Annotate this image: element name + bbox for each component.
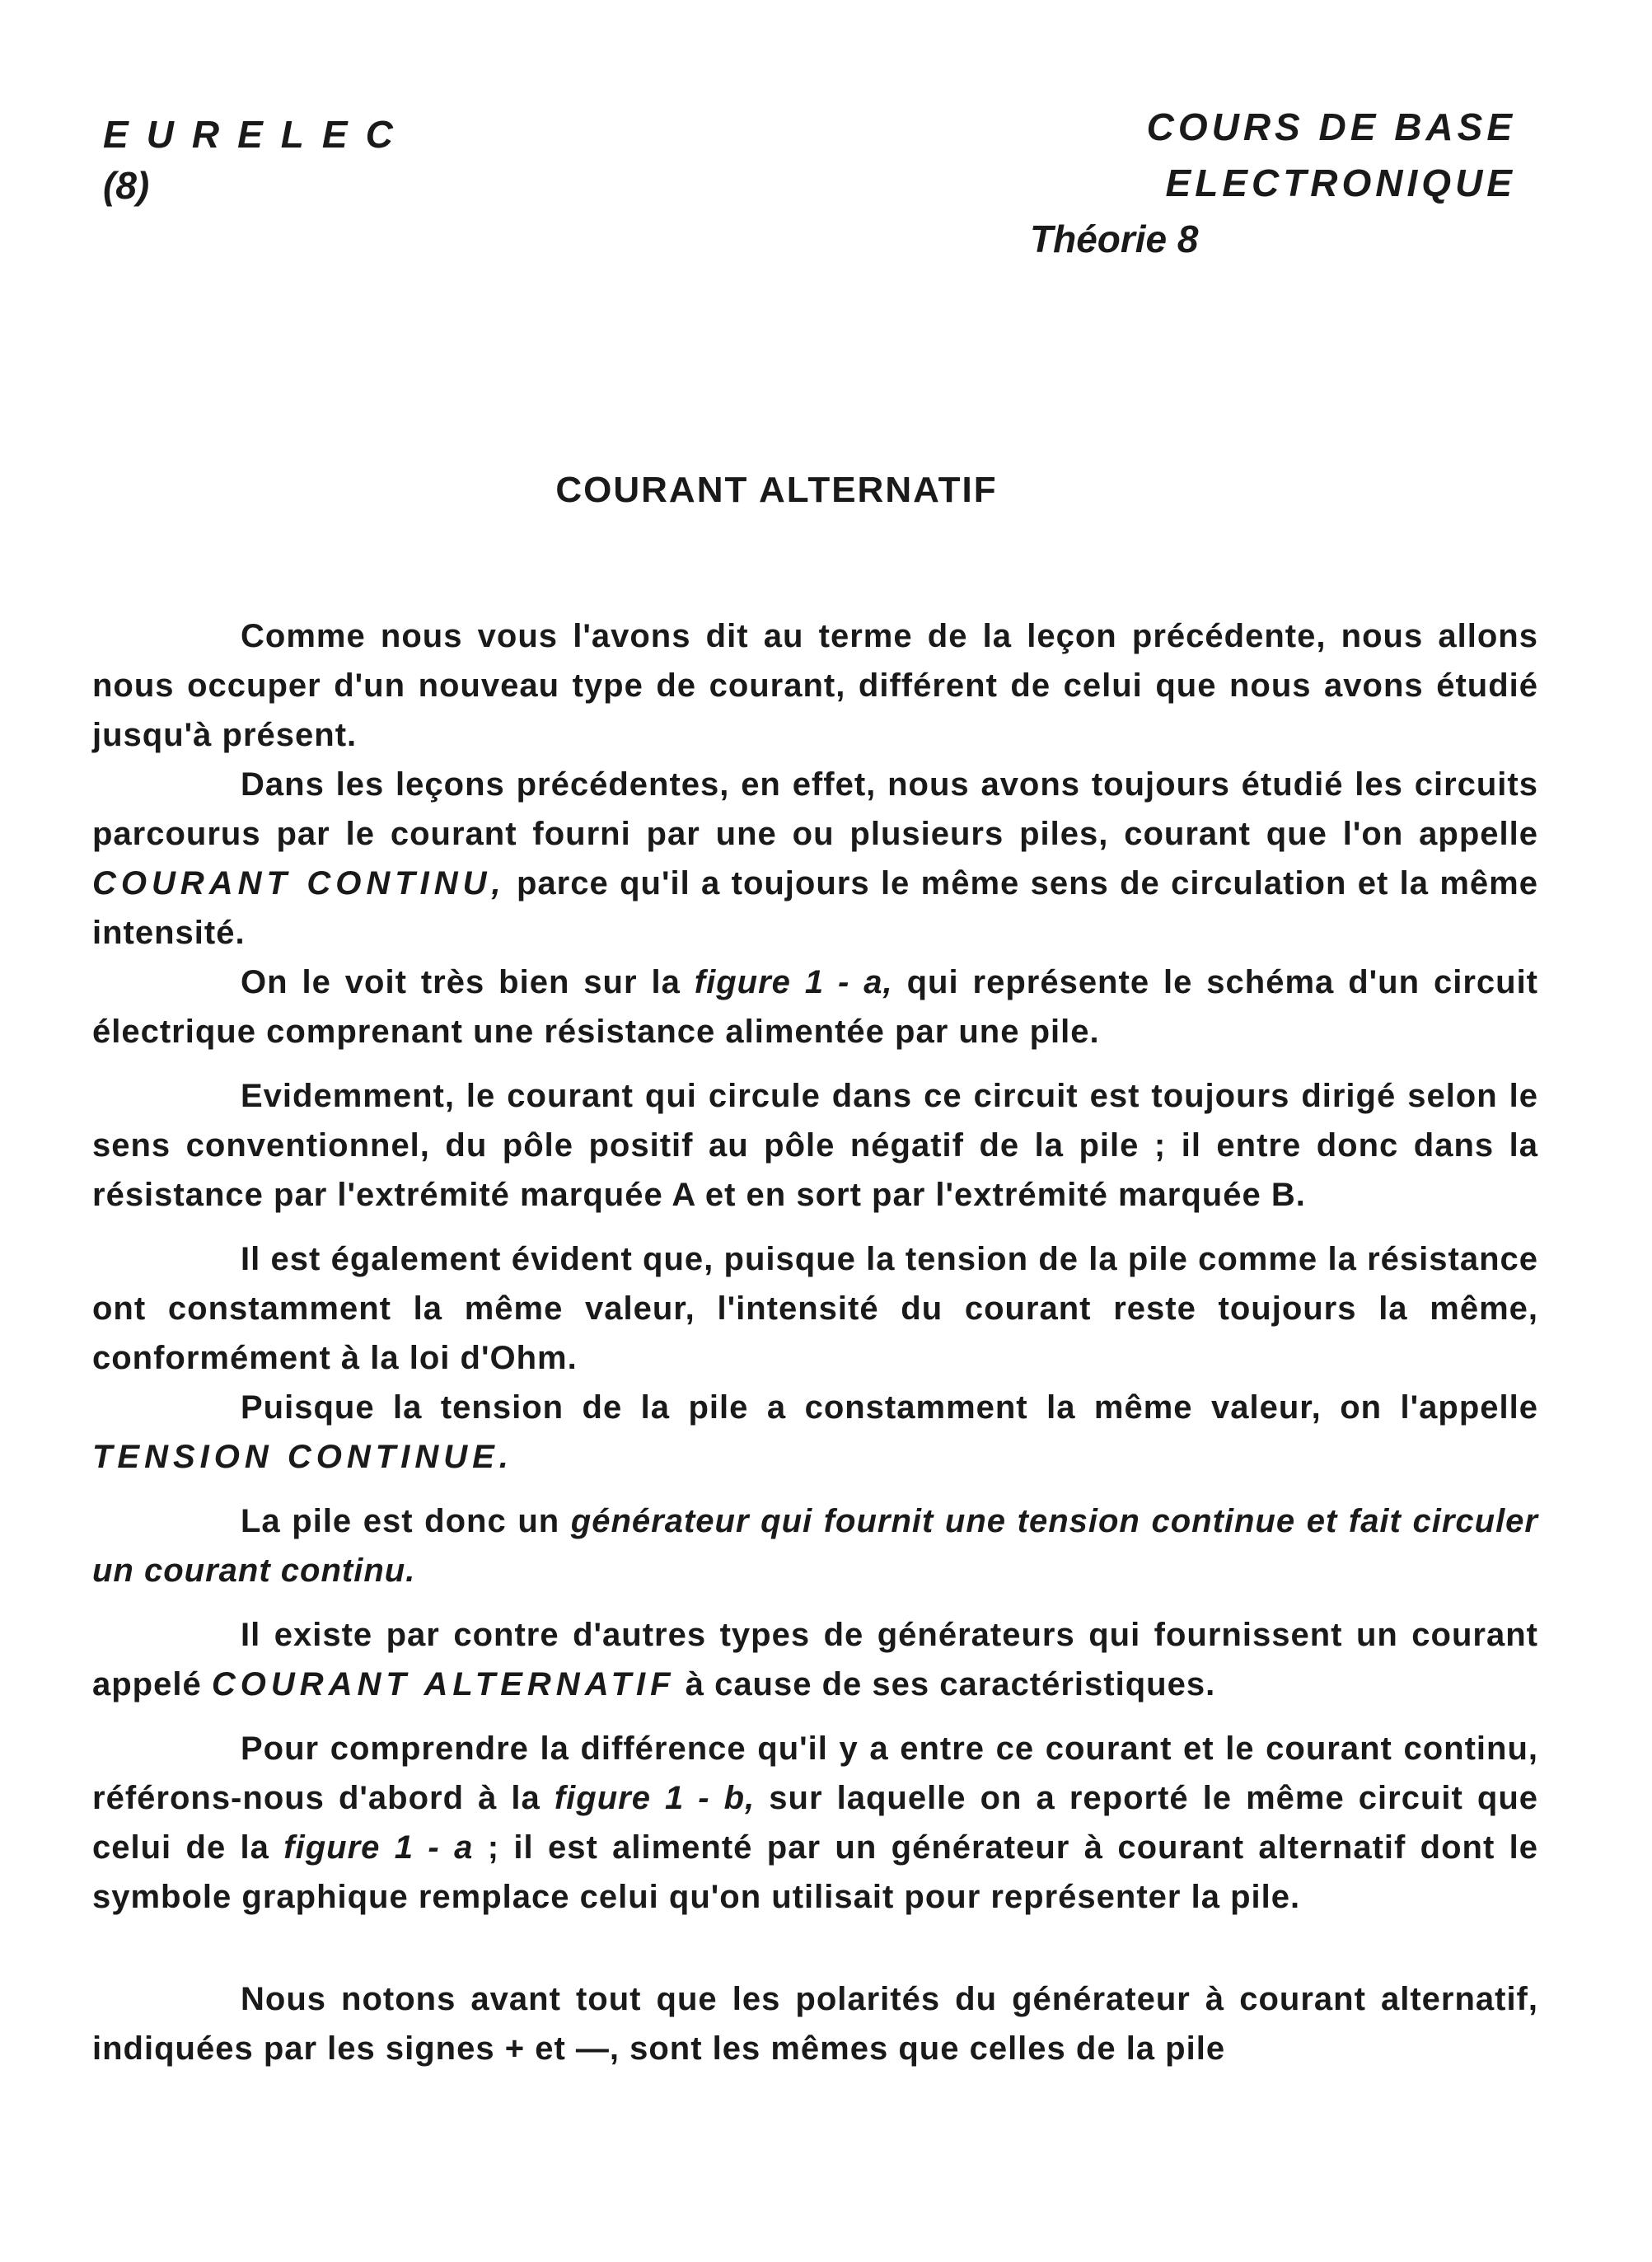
paragraph-9-text-e: ; il est alimenté par un générateur à courant alternatif dont le symbole graphique remplace celui qu'on utilisait pour représenter la pile.	[92, 1829, 1539, 1915]
figure-ref-1b: figure 1 - b,	[554, 1780, 756, 1816]
term-tension-continue: TENSION CONTINUE.	[92, 1439, 513, 1475]
paragraph-3-text-c: qui représente le schéma d'un circuit électrique comprenant une résistance alimentée par une pile.	[92, 964, 1539, 1050]
paragraph-10: Nous notons avant tout que les polarités du générateur à courant alternatif, indiquées par les signes + et —, sont les mêmes que celles de la pile	[92, 1981, 1538, 2067]
body-text	[92, 611, 1538, 2073]
page-number: (8)	[103, 164, 150, 207]
paragraph-2	[92, 760, 1538, 958]
paragraph-6	[92, 1383, 1538, 1482]
section-label: Théorie 8	[1030, 218, 1199, 260]
paragraph-3-text-a: On le voit très bien sur la	[241, 964, 695, 1000]
figure-ref-1a: figure 1 - a,	[694, 964, 893, 1000]
paragraph-6-text-a: Puisque la tension de la pile a constamment la même valeur, on l'appelle	[241, 1389, 1538, 1426]
paragraph-8-text-c: à cause de ses caractéristiques.	[675, 1666, 1216, 1702]
paragraph-9-text-a: Pour comprendre la différence qu'il y a entre ce courant et le courant continu, référons-nous d'abord à la	[92, 1730, 1538, 1816]
paragraph-2-text-a: Dans les leçons précédentes, en effet, nous avons toujours étudié les circuits parcourus par le courant fourni par une ou plusieurs piles, courant que l'on appelle	[92, 766, 1538, 852]
paragraph-5: Il est également évident que, puisque la tension de la pile comme la résistance ont constamment la même valeur, l'intensité du courant reste toujours la même, conformément à la loi d'Ohm.	[92, 1241, 1538, 1376]
figure-ref-1a-second: figure 1 - a	[283, 1829, 474, 1866]
course-title: COURS DE BASE ELECTRONIQUE	[1146, 105, 1516, 204]
paragraph-1: Comme nous vous l'avons dit au terme de la leçon précédente, nous allons nous occuper d'un nouveau type de courant, différent de celui que nous avons étudié jusqu'à présent.	[92, 618, 1538, 753]
brand-name: EURELEC	[103, 113, 411, 156]
paragraph-8-text-a: Il existe par contre d'autres types de générateurs qui fournissent un courant appelé	[92, 1617, 1538, 1702]
paragraph-7-emphasis: générateur qui fournit une tension continue et fait circuler un courant continu.	[92, 1503, 1538, 1589]
header-left	[103, 109, 411, 211]
paragraph-3	[92, 958, 1538, 1056]
page-title: COURANT ALTERNATIF	[555, 470, 998, 510]
paragraph-9-text-c: sur laquelle on a reporté le même circuit que celui de la	[92, 1780, 1538, 1866]
paragraph-9	[92, 1724, 1538, 1922]
header-right	[791, 99, 1516, 267]
term-courant-continu: COURANT CONTINU,	[92, 865, 506, 902]
term-courant-alternatif: COURANT ALTERNATIF	[211, 1666, 676, 1702]
paragraph-2-text-c: parce qu'il a toujours le même sens de circulation et la même intensité.	[92, 865, 1538, 951]
paragraph-4: Evidemment, le courant qui circule dans ce circuit est toujours dirigé selon le sens conventionnel, du pôle positif au pôle négatif de la pile ; il entre donc dans la résistance par l'extrémité marquée A et en sort par l'extrémité marquée B.	[92, 1078, 1538, 1213]
paragraph-8	[92, 1610, 1538, 1709]
paragraph-7	[92, 1496, 1538, 1595]
paragraph-7-text-a: La pile est donc un	[241, 1503, 571, 1539]
